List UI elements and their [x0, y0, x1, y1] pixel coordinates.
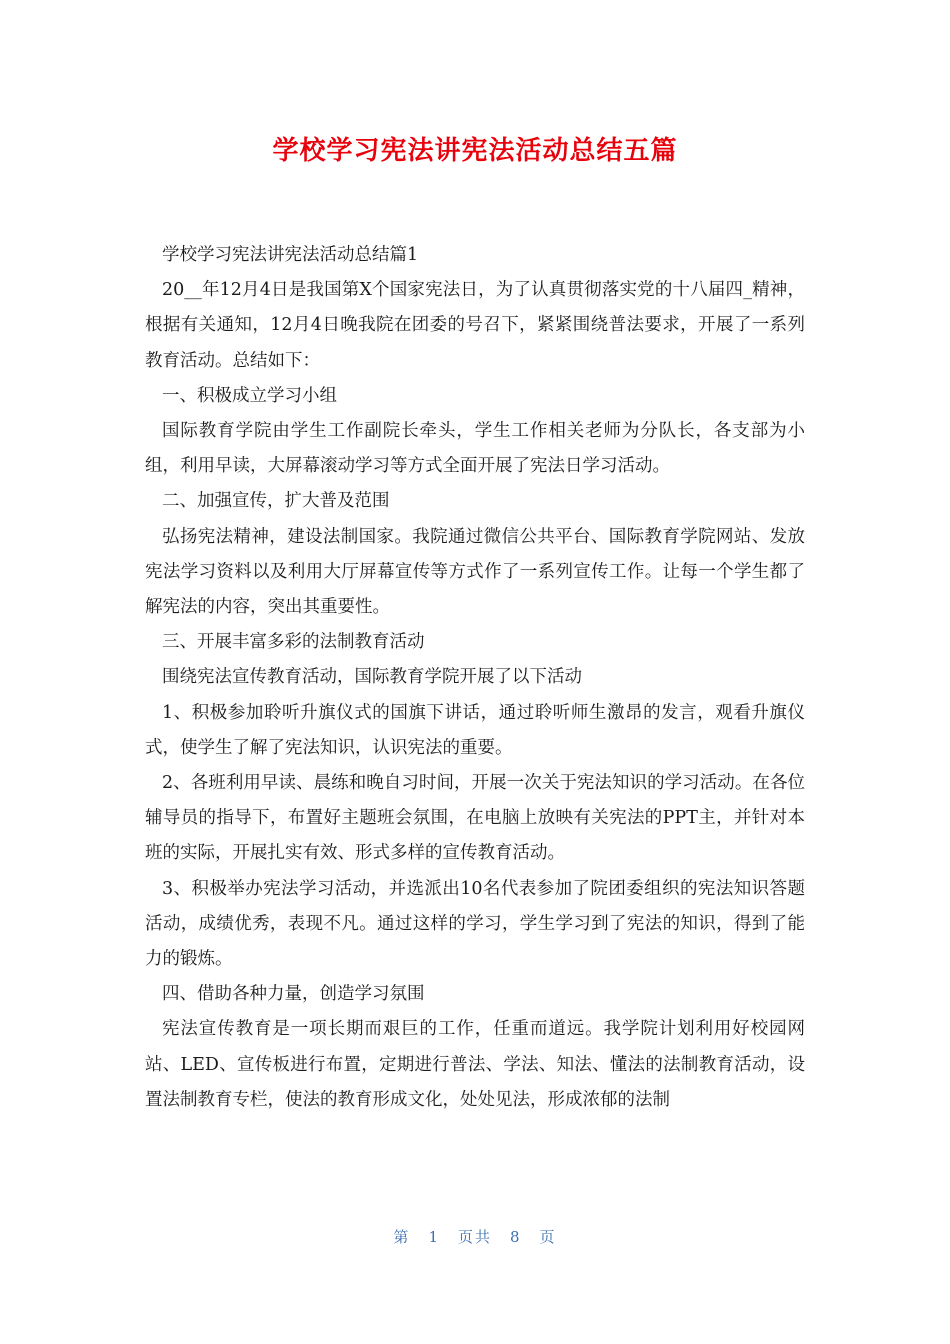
- footer-label-of: 页共: [457, 1228, 492, 1246]
- section-heading: 学校学习宪法讲宪法活动总结篇1: [162, 245, 419, 265]
- footer-label-page: 第: [393, 1228, 411, 1246]
- page-footer: [0, 1226, 950, 1247]
- document-title: 学校学习宪法讲宪法活动总结五篇: [272, 136, 678, 166]
- footer-label-pages: 页: [539, 1228, 557, 1246]
- section-heading: 四、借助各种力量，创造学习氛围: [162, 984, 425, 1005]
- body-paragraph: 围绕宪法宣传教育活动，国际教育学院开展了以下活动: [162, 667, 582, 688]
- list-item: 2、各班利用早读、晨练和晚自习时间，开展一次关于宪法知识的学习活动。在各位辅导员的指导下，布置好主题班会氛围，在电脑上放映有关宪法的PPT主，并针对本班的实际，开展扎实有效、形式多样的宣传教育活动。: [145, 773, 805, 864]
- body-paragraph: 弘扬宪法精神，建设法制国家。我院通过微信公共平台、国际教育学院网站、发放宪法学习资料以及利用大厅屏幕宣传等方式作了一系列宣传工作。让每一个学生都了解宪法的内容，突出其重要性。: [145, 526, 805, 618]
- document-body: [145, 238, 805, 1118]
- section-heading: 一、积极成立学习小组: [162, 385, 337, 406]
- list-item: 3、积极举办宪法学习活动，并选派出10名代表参加了院团委组织的宪法知识答题活动，成绩优秀，表现不凡。通过这样的学习，学生学习到了宪法的知识，得到了能力的锻炼。: [145, 878, 805, 970]
- section-heading: 三、开展丰富多彩的法制教育活动: [162, 632, 425, 653]
- body-paragraph: 宪法宣传教育是一项长期而艰巨的工作，任重而道远。我学院计划利用好校园网站、LED、宣传板进行布置，定期进行普法、学法、知法、懂法的法制教育活动，设置法制教育专栏，使法的教育形成文化，处处见法，形成浓郁的法制: [145, 1019, 805, 1110]
- section-heading: 二、加强宣传，扩大普及范围: [162, 491, 390, 512]
- footer-current-page: 1: [428, 1228, 440, 1246]
- list-item: 1、积极参加聆听升旗仪式的国旗下讲话，通过聆听师生激昂的发言，观看升旗仪式，使学生了解了宪法知识，认识宪法的重要。: [145, 702, 805, 758]
- body-paragraph: 20__年12月4日是我国第X个国家宪法日，为了认真贯彻落实党的十八届四_精神，根据有关通知，12月4日晚我院在团委的号召下，紧紧围绕普法要求，开展了一系列教育活动。总结如下：: [145, 280, 805, 371]
- body-paragraph: 国际教育学院由学生工作副院长牵头，学生工作相关老师为分队长，各支部为小组，利用早读，大屏幕滚动学习等方式全面开展了宪法日学习活动。: [145, 421, 805, 477]
- footer-total-pages: 8: [510, 1228, 522, 1246]
